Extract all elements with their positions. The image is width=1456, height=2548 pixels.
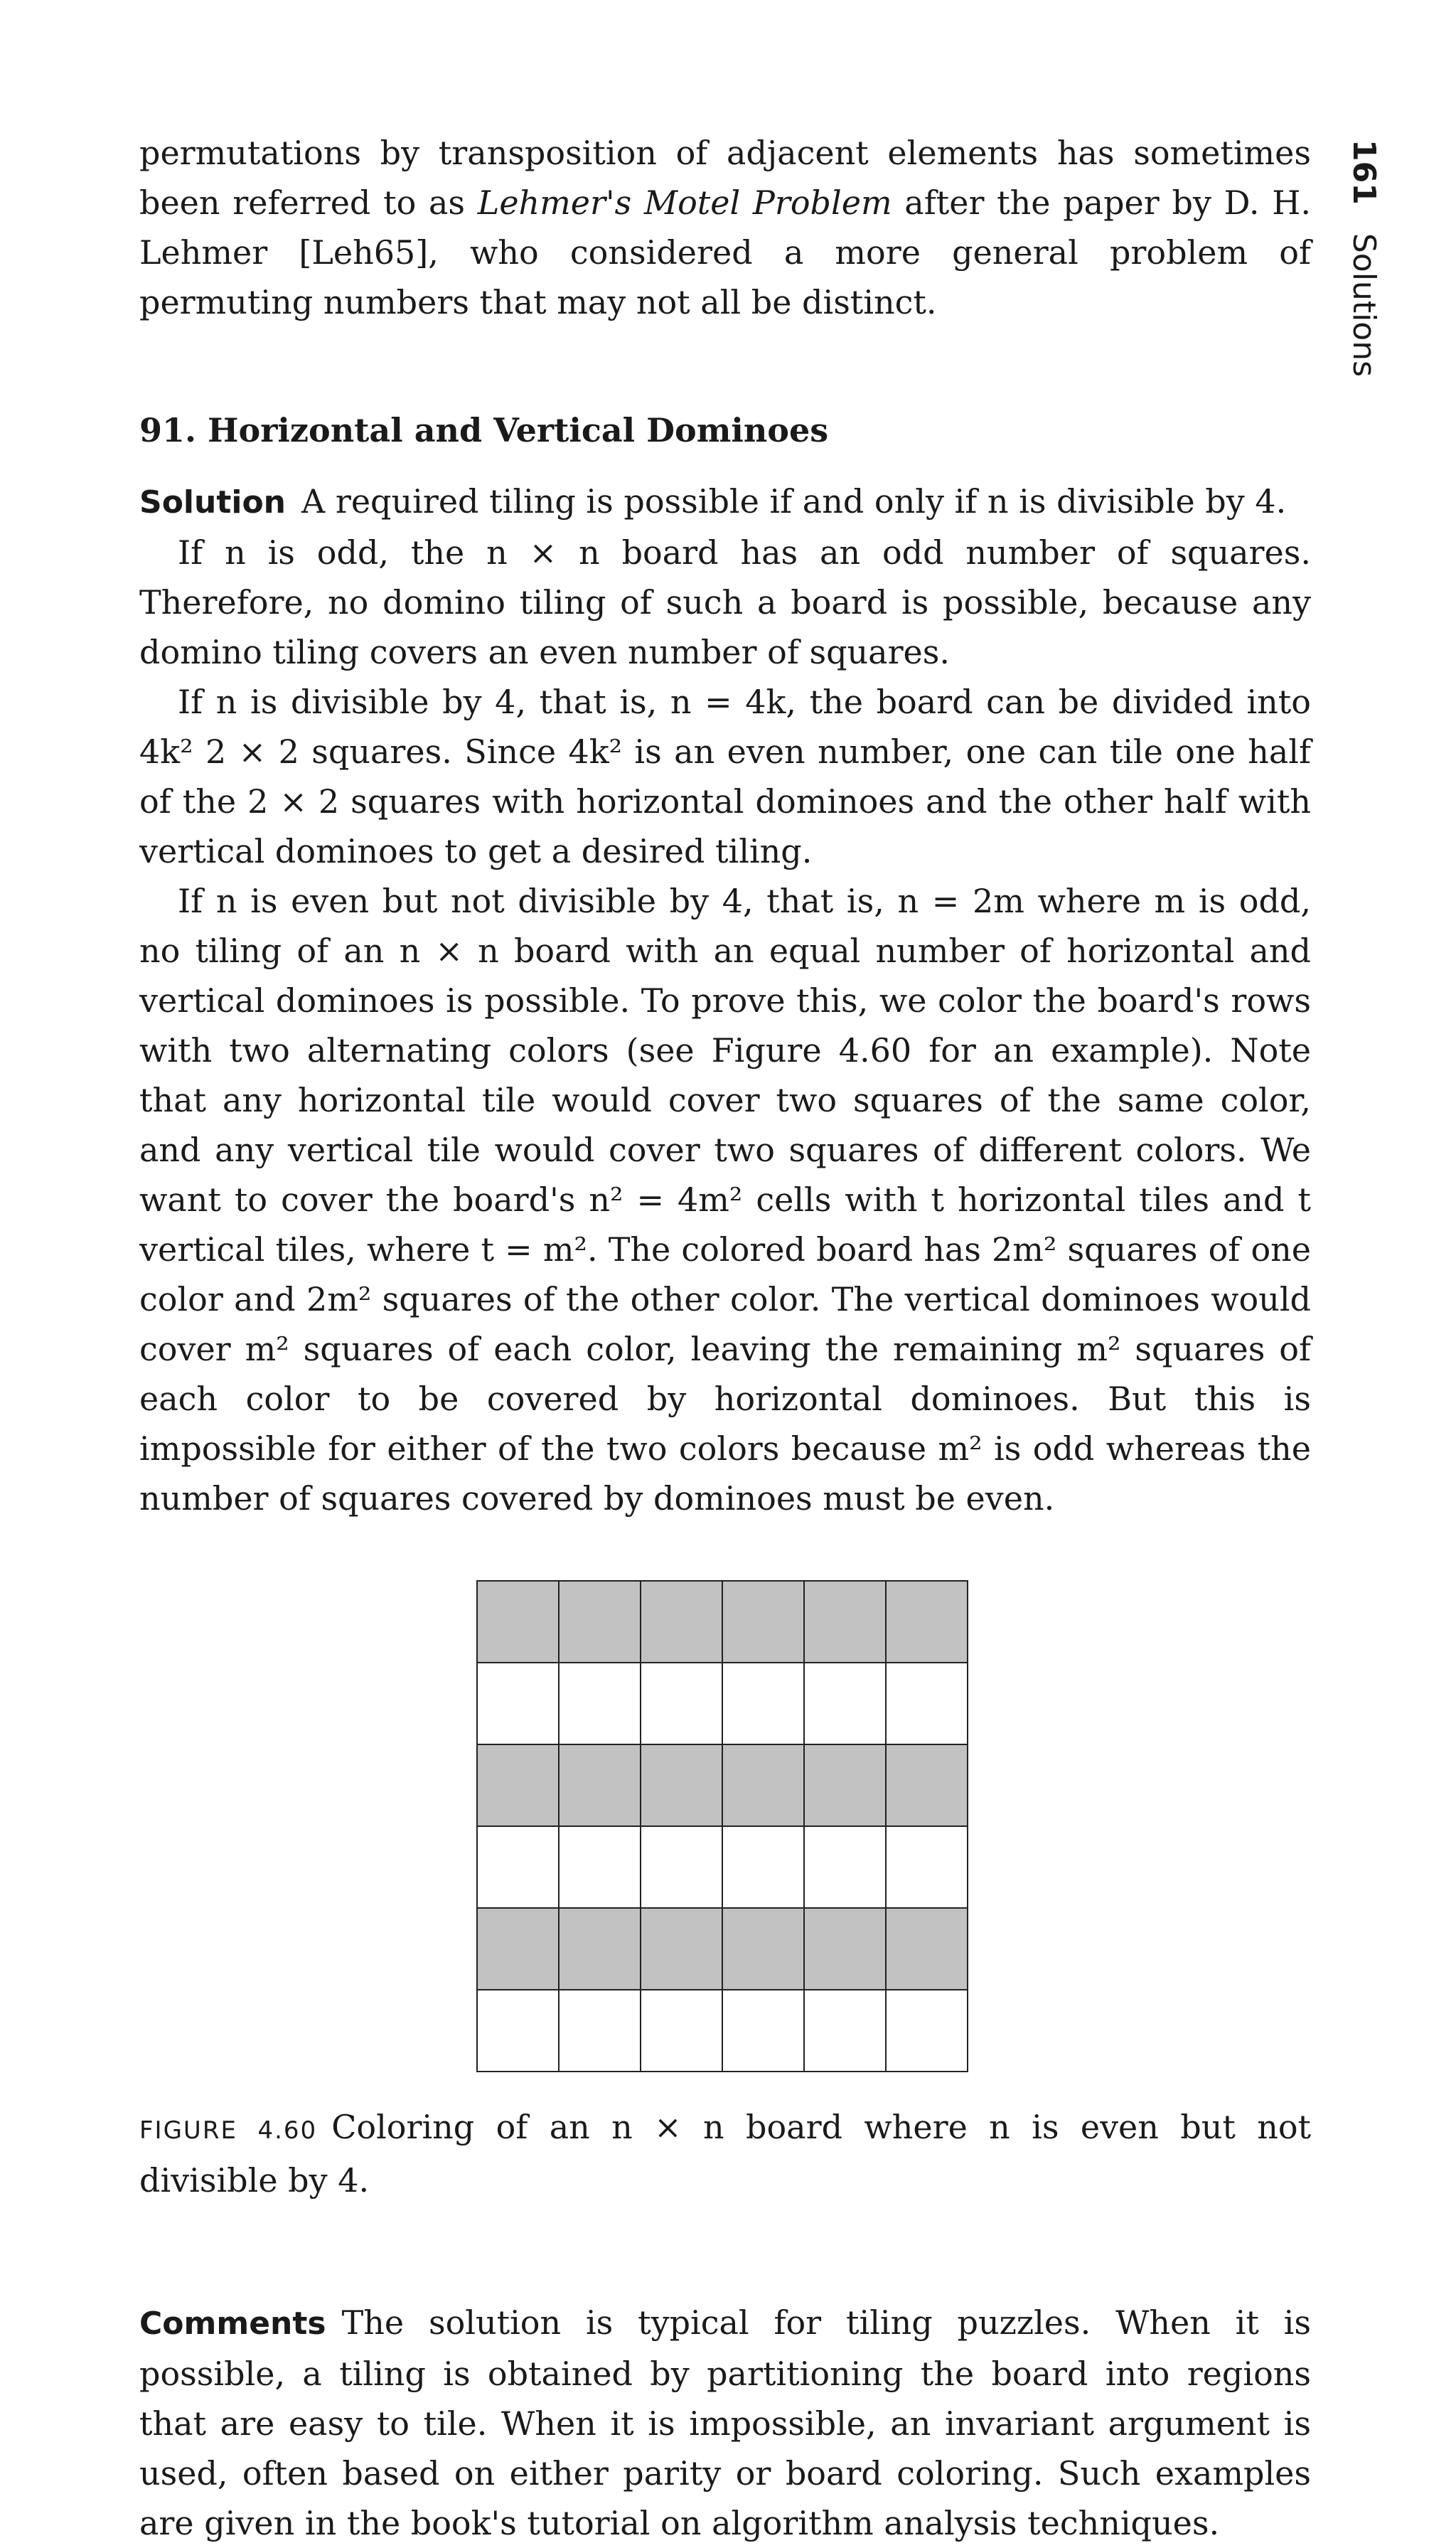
- board-cell: [805, 1663, 887, 1745]
- board-cell: [723, 1582, 805, 1663]
- board-cell: [560, 1745, 641, 1827]
- board-cell: [478, 1745, 560, 1827]
- board-cell: [805, 1582, 887, 1663]
- colored-board: [476, 1580, 968, 2072]
- board-cell: [805, 1909, 887, 1990]
- running-header: [1346, 139, 1382, 377]
- board-cell: [723, 1663, 805, 1745]
- comments-text: The solution is typical for tiling puzzles. When it is possible, a tiling is obtained by partitioning the board into regions that are easy to tile. When it is impossible, an invariant argument is used, often based on either parity or board coloring. Such examples are given in the book's tutorial on algorithm analysis techniques.: [139, 2303, 1311, 2542]
- board-cell: [641, 1745, 723, 1827]
- board-cell: [723, 1909, 805, 1990]
- board-cell: [887, 1582, 968, 1663]
- board-cell: [478, 1909, 560, 1990]
- board-cell: [887, 1663, 968, 1745]
- board-cell: [641, 1909, 723, 1990]
- intro-italic-title: Lehmer's Motel Problem: [477, 183, 892, 222]
- board-cell: [723, 1827, 805, 1909]
- comments-label: Comments: [139, 2306, 326, 2342]
- figure-label: FIGURE 4.60: [139, 2116, 318, 2145]
- page-body: [139, 128, 1311, 2548]
- board-cell: [560, 1909, 641, 1990]
- intro-paragraph: [139, 128, 1311, 327]
- board-cell: [723, 1745, 805, 1827]
- board-cell: [887, 1745, 968, 1827]
- board-cell: [478, 1827, 560, 1909]
- board-cell: [560, 1663, 641, 1745]
- board-cell: [641, 1990, 723, 2072]
- board-cell: [641, 1582, 723, 1663]
- board-cell: [887, 1909, 968, 1990]
- figure-board-wrapper: [476, 1580, 967, 2071]
- running-header-section: Solutions: [1346, 233, 1382, 378]
- board-cell: [887, 1990, 968, 2072]
- board-cell: [805, 1745, 887, 1827]
- board-cell: [805, 1990, 887, 2072]
- intro-text-after: after the paper by D. H. Lehmer [Leh65], who considered a more general problem of permuting numbers that may not all be distinct.: [139, 183, 1311, 321]
- board-cell: [478, 1990, 560, 2072]
- board-cell: [560, 1990, 641, 2072]
- intro-text-before: permutations by transposition of adjacent elements has sometimes been referred to as: [139, 134, 1311, 222]
- board-cell: [641, 1827, 723, 1909]
- solution-paragraph-3: If n is even but not divisible by 4, that is, n = 2m where m is odd, no tiling of an n × n board with an equal number of horizontal and vertical dominoes is possible. To prove this, we color the board's rows with two alternating colors (see Figure 4.60 for an example). Note that any horizontal tile would cover two squares of the same color, and any vertical tile would cover two squares of different colors. We want to cover the board's n² = 4m² cells with t horizontal tiles and t vertical tiles, where t = m². The colored board has 2m² squares of one color and 2m² squares of the other color. The vertical dominoes would cover m² squares of each color, leaving the remaining m² squares of each color to be covered by horizontal dominoes. But this is impossible for either of the two colors because m² is odd whereas the number of squares covered by dominoes must be even.: [139, 882, 1311, 1518]
- board-cell: [887, 1827, 968, 1909]
- solution-label: Solution: [139, 484, 286, 521]
- solution-paragraph-0: [139, 476, 1311, 528]
- section-number: 91.: [139, 411, 197, 449]
- board-cell: [478, 1582, 560, 1663]
- figure-caption: [139, 2102, 1311, 2205]
- board-cell: [641, 1663, 723, 1745]
- page-number: 161: [1346, 139, 1382, 205]
- board-cell: [805, 1827, 887, 1909]
- comments-paragraph: [139, 2298, 1311, 2548]
- board-cell: [560, 1827, 641, 1909]
- section-heading: [139, 405, 1311, 455]
- board-cell: [723, 1990, 805, 2072]
- board-cell: [560, 1582, 641, 1663]
- solution-paragraph-2: If n is divisible by 4, that is, n = 4k, the board can be divided into 4k² 2 × 2 squares. Since 4k² is an even number, one can tile one half of the 2 × 2 squares with horizontal dominoes and the other half with vertical dominoes to get a desired tiling.: [139, 683, 1311, 870]
- board-cell: [478, 1663, 560, 1745]
- figure-caption-text: Coloring of an n × n board where n is even but not divisible by 4.: [139, 2108, 1312, 2200]
- solution-text-0: A required tiling is possible if and only if n is divisible by 4.: [301, 482, 1287, 521]
- section-title: Horizontal and Vertical Dominoes: [208, 411, 829, 449]
- solution-paragraph-1: If n is odd, the n × n board has an odd number of squares. Therefore, no domino tiling of such a board is possible, because any domino tiling covers an even number of squares.: [139, 533, 1311, 671]
